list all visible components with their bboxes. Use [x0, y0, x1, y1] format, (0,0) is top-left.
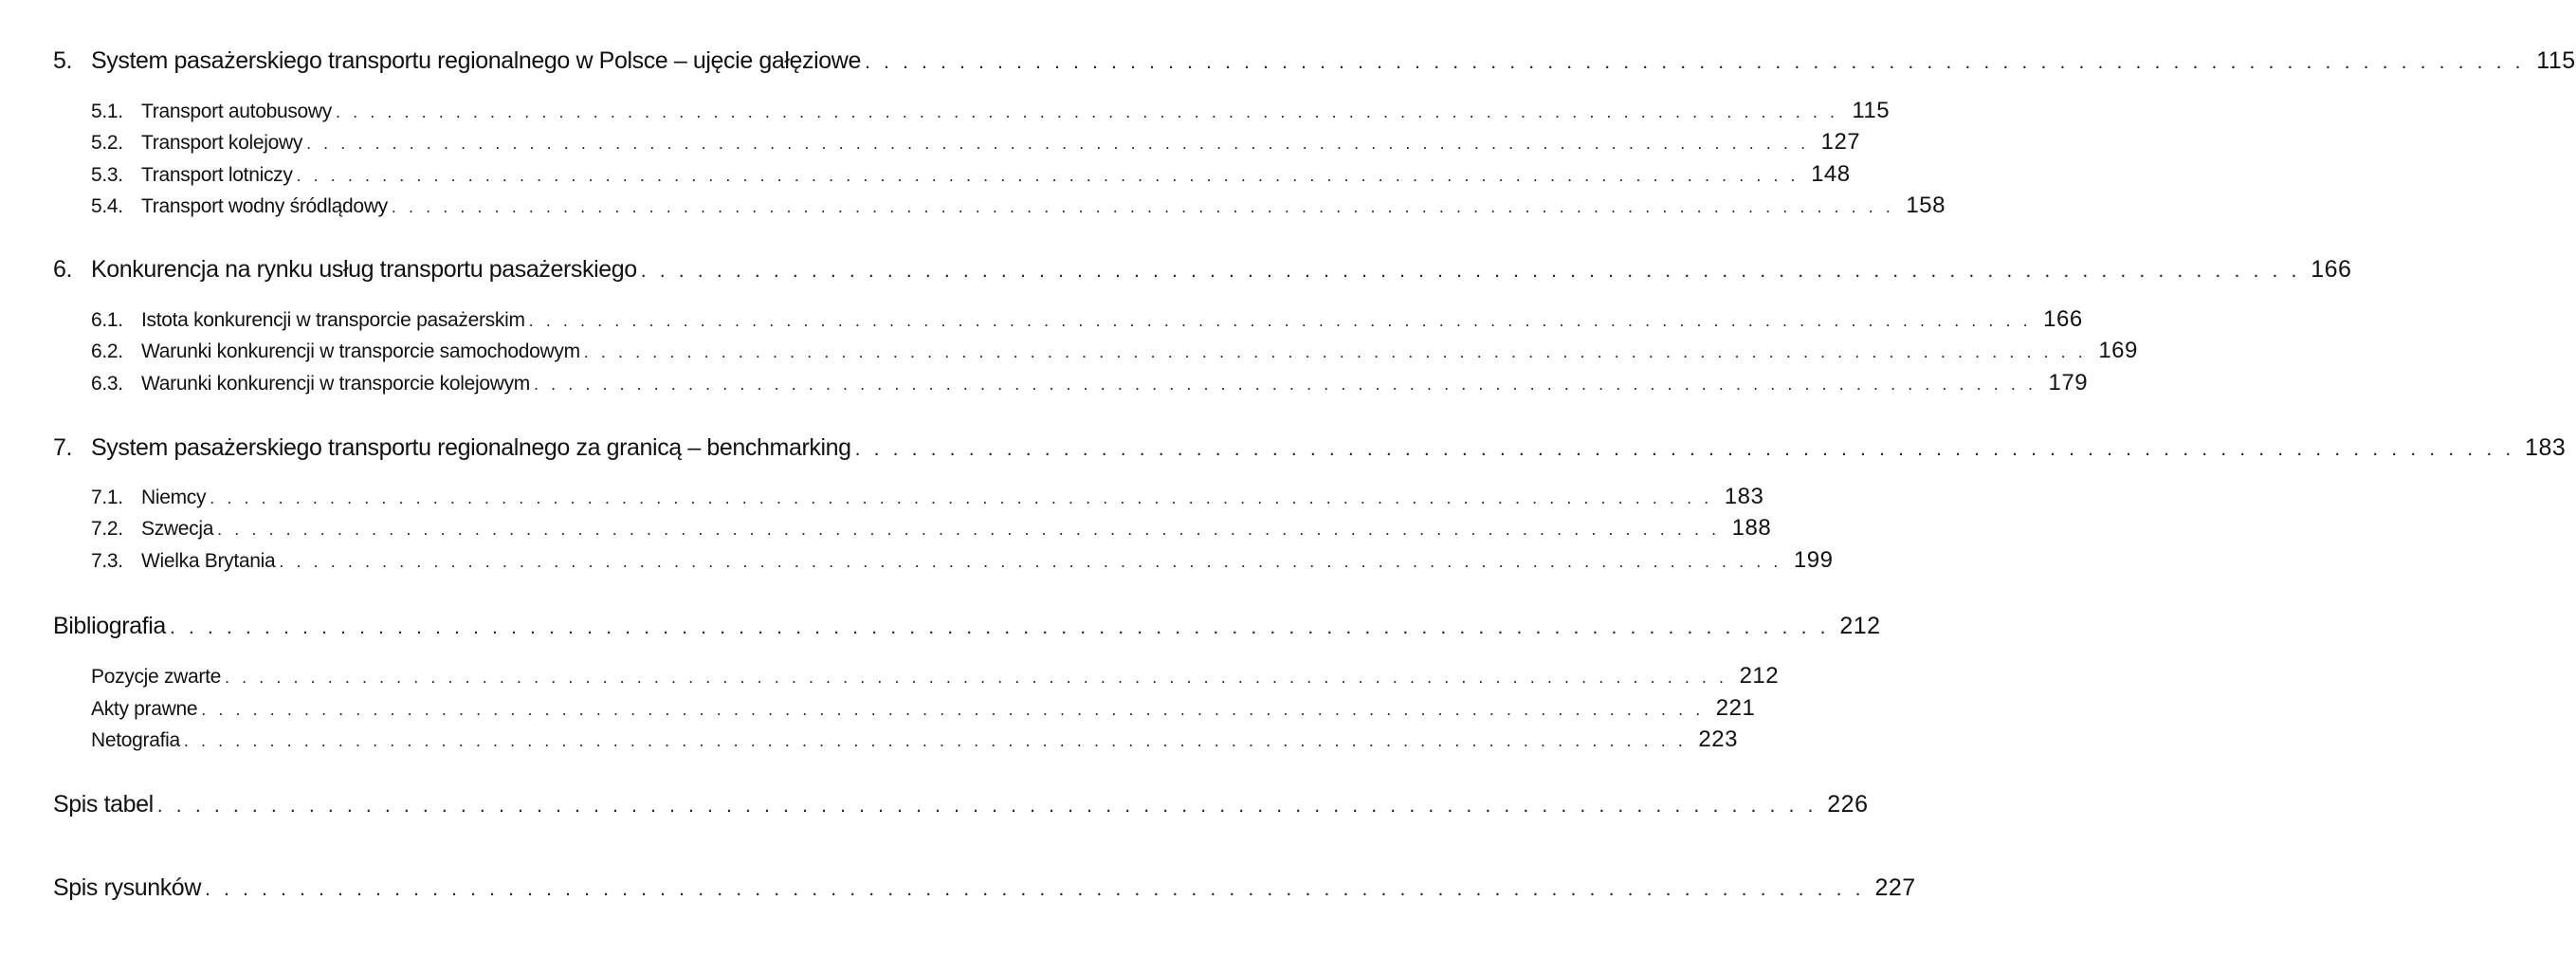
dot-leader — [170, 616, 1830, 639]
toc-entry-page: 212 — [1739, 663, 1780, 689]
toc-entry-page: 179 — [2048, 370, 2089, 395]
toc-entry-page: 115 — [1852, 98, 1891, 123]
dot-leader — [534, 375, 2037, 395]
toc-entry-list-of-figures[interactable] — [53, 874, 1916, 902]
toc-entry-page: 166 — [2311, 256, 2352, 283]
toc-entry-page: 226 — [1827, 791, 1869, 818]
toc-entry-page: 212 — [1839, 613, 1881, 639]
toc-entry-title: Istota konkurencji w transporcie pasażerskim — [141, 309, 525, 331]
dot-leader — [205, 877, 1865, 901]
toc-entry-chapter-7[interactable] — [53, 434, 2567, 462]
toc-entry-title: Szwecja — [141, 518, 214, 540]
toc-entry-title: Bibliografia — [53, 613, 166, 639]
toc-entry-number: 7.2. — [91, 518, 123, 540]
toc-entry-title: Transport autobusowy — [141, 101, 332, 122]
dot-leader — [217, 520, 1720, 540]
toc-entry-section-5-3[interactable] — [91, 161, 1851, 188]
toc-entry-number: 5.2. — [91, 132, 123, 154]
dot-leader — [306, 134, 1809, 154]
toc-entry-page: 169 — [2098, 338, 2138, 363]
dot-leader — [297, 166, 1800, 186]
dot-leader — [225, 668, 1727, 688]
toc-entry-number: 6.3. — [91, 373, 123, 395]
toc-entry-section-6-2[interactable] — [91, 338, 2138, 364]
toc-entry-number: 5.3. — [91, 164, 123, 186]
toc-entry-title: Warunki konkurencji w transporcie kolejowym — [141, 373, 530, 395]
dot-leader — [855, 437, 2515, 461]
toc-entry-section-6-1[interactable] — [91, 306, 2083, 333]
toc-entry-title: Netografia — [91, 729, 180, 751]
toc-entry-page: 183 — [1724, 484, 1764, 509]
toc-entry-title: Warunki konkurencji w transporcie samochodowym — [141, 340, 580, 362]
toc-entry-page: 148 — [1811, 161, 1851, 187]
toc-entry-number: 6. — [53, 256, 73, 283]
toc-entry-page: 158 — [1906, 193, 1946, 218]
toc-entry-page: 199 — [1793, 547, 1834, 573]
dot-leader — [392, 197, 1894, 217]
toc-entry-page: 227 — [1874, 874, 1916, 901]
toc-entry-number: 5.4. — [91, 195, 123, 217]
toc-entry-section-7-2[interactable] — [91, 515, 1772, 542]
dot-leader — [279, 552, 1781, 572]
dot-leader — [210, 488, 1712, 508]
toc-entry-title: System pasażerskiego transportu regionalnego w Polsce – ujęcie gałęziowe — [91, 47, 861, 74]
toc-entry-number: 5.1. — [91, 101, 123, 122]
toc-entry-bibliography-books[interactable] — [91, 663, 1780, 689]
toc-entry-number: 7.3. — [91, 550, 123, 572]
dot-leader — [865, 50, 2525, 74]
dot-leader — [529, 311, 2032, 331]
toc-entry-title: Transport lotniczy — [141, 164, 293, 186]
dot-leader — [336, 102, 1838, 122]
toc-entry-page: 183 — [2525, 434, 2567, 461]
toc-entry-title: Pozycje zwarte — [91, 666, 222, 688]
toc-entry-chapter-5[interactable] — [53, 47, 2576, 75]
toc-entry-bibliography-legal-acts[interactable] — [91, 695, 1756, 722]
toc-entry-section-5-2[interactable] — [91, 129, 1861, 156]
dot-leader — [184, 731, 1687, 751]
toc-entry-title: Transport kolejowy — [141, 132, 303, 154]
toc-entry-list-of-tables[interactable] — [53, 791, 1869, 818]
toc-entry-bibliography[interactable] — [53, 613, 1881, 640]
toc-entry-number: 6.1. — [91, 309, 123, 331]
toc-entry-section-5-1[interactable] — [91, 98, 1891, 124]
toc-entry-section-7-3[interactable] — [91, 547, 1834, 574]
toc-entry-number: 6.2. — [91, 340, 123, 362]
toc-entry-page: 127 — [1820, 129, 1861, 155]
toc-entry-title: Transport wodny śródlądowy — [141, 195, 388, 217]
toc-entry-number: 7.1. — [91, 487, 123, 508]
toc-entry-title: Konkurencja na rynku usług transportu pasażerskiego — [91, 256, 637, 283]
dot-leader — [157, 794, 1818, 818]
toc-entry-title: System pasażerskiego transportu regionalnego za granicą – benchmarking — [91, 434, 851, 461]
toc-entry-page: 188 — [1731, 515, 1772, 541]
toc-entry-title: Wielka Brytania — [141, 550, 276, 572]
toc-entry-number: 5. — [53, 47, 73, 74]
toc-entry-title: Akty prawne — [91, 698, 198, 720]
toc-entry-section-7-1[interactable] — [91, 484, 1764, 510]
toc-entry-page: 221 — [1715, 695, 1756, 721]
dot-leader — [584, 342, 2087, 362]
toc-entry-section-6-3[interactable] — [91, 370, 2089, 396]
toc-entry-title: Spis tabel — [53, 791, 154, 818]
toc-entry-page: 115 — [2536, 47, 2576, 74]
toc-entry-title: Niemcy — [141, 487, 207, 508]
toc-entry-chapter-6[interactable] — [53, 256, 2352, 284]
toc-entry-bibliography-web[interactable] — [91, 726, 1738, 753]
toc-entry-number: 7. — [53, 434, 73, 461]
toc-entry-section-5-4[interactable] — [91, 193, 1946, 219]
toc-entry-page: 166 — [2043, 306, 2083, 332]
dot-leader — [201, 700, 1704, 720]
dot-leader — [641, 259, 2301, 283]
toc-entry-title: Spis rysunków — [53, 874, 201, 901]
toc-entry-page: 223 — [1698, 726, 1738, 752]
